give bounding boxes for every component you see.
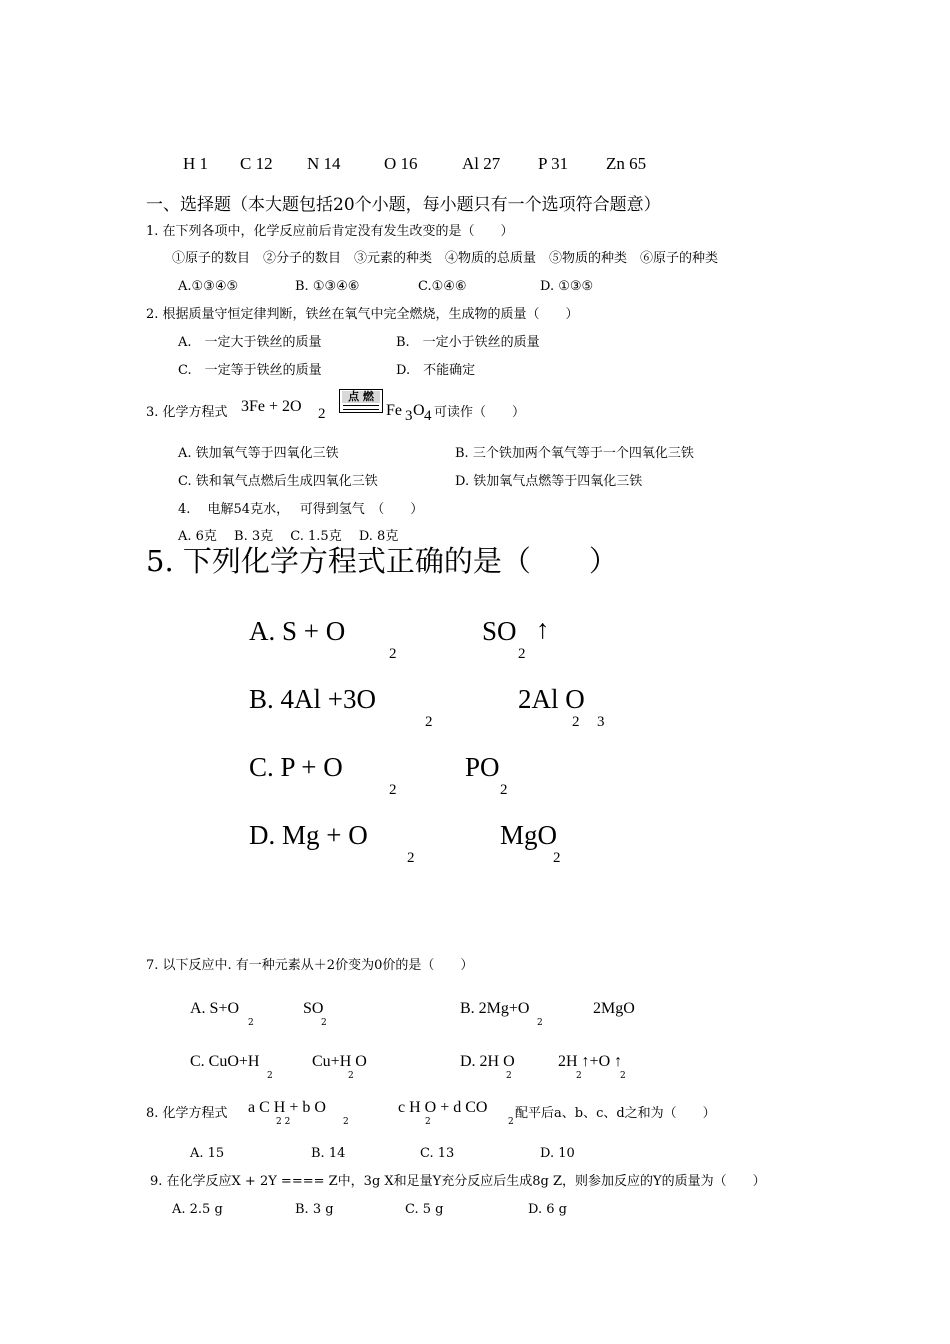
q5-a-right-sub: 2 — [518, 646, 526, 662]
q8-option-b: B. 14 — [311, 1146, 346, 1161]
q2-option-d: D. 不能确定 — [396, 363, 476, 378]
q4-stem: 4. 电解54克水， 可得到氢气 （ ） — [178, 502, 424, 517]
q8-eq-right: c H O + d CO — [398, 1099, 488, 1116]
q9-option-c: C. 5 g — [405, 1202, 444, 1217]
q5-c-left-sub: 2 — [389, 782, 397, 798]
atomic-mass-al: Al 27 — [462, 154, 501, 173]
atomic-mass-n: N 14 — [307, 154, 341, 173]
q5-c-right-sub: 2 — [500, 782, 508, 798]
q7-d-right: 2H ↑+O ↑ — [558, 1053, 623, 1070]
q2-stem: 2. 根据质量守恒定律判断，铁丝在氧气中完全燃烧，生成物的质量（ ） — [146, 307, 579, 322]
q1-option-a: A.①③④⑤ — [178, 279, 239, 294]
q9-option-d: D. 6 g — [528, 1202, 567, 1217]
q5-b-right-sub2: 3 — [597, 714, 605, 730]
q9-option-a: A. 2.5 g — [172, 1202, 223, 1217]
q3-suffix: 可读作（ ） — [434, 405, 526, 420]
q7-c-right-sub: 2 — [348, 1071, 354, 1081]
q7-d-right-sub2: 2 — [620, 1071, 626, 1081]
q8-eq-left: a C H + b O — [248, 1099, 326, 1116]
atomic-mass-c: C 12 — [240, 154, 273, 173]
q8-eq-left-subs: 2 2 — [276, 1117, 291, 1127]
q5-d-right-sub: 2 — [553, 850, 561, 866]
atomic-mass-h: H 1 — [183, 154, 209, 173]
q1-option-c: C.①④⑥ — [418, 279, 467, 294]
q1-stem: 1. 在下列各项中，化学反应前后肯定没有发生改变的是（ ） — [146, 224, 514, 239]
q1-items: ①原子的数目 ②分子的数目 ③元素的种类 ④物质的总质量 ⑤物质的种类 ⑥原子的种类 — [172, 251, 719, 266]
q3-condition-box — [339, 389, 383, 413]
q3-product-mid: O — [413, 402, 425, 419]
q8-option-a: A. 15 — [190, 1146, 225, 1161]
q2-option-a: A. 一定大于铁丝的质量 — [178, 335, 322, 350]
q9-option-b: B. 3 g — [295, 1202, 334, 1217]
q5-c-right: PO — [465, 752, 500, 782]
q7-c-left-sub: 2 — [267, 1071, 273, 1081]
q8-option-c: C. 13 — [420, 1146, 455, 1161]
q7-c-left: C. CuO+H — [190, 1053, 260, 1070]
q5-b-left: B. 4Al +3O — [249, 684, 376, 714]
q3-reactants-sub: 2 — [318, 406, 326, 422]
q7-a-right: SO — [303, 1000, 324, 1017]
q7-b-right: 2MgO — [593, 1000, 635, 1017]
atomic-mass-o: O 16 — [384, 154, 418, 173]
q3-option-c: C. 铁和氧气点燃后生成四氧化三铁 — [178, 474, 378, 489]
q8-eq-right-sub-h: 2 — [425, 1117, 431, 1127]
q5-b-right: 2Al O — [518, 684, 585, 714]
q1-option-b: B. ①③④⑥ — [295, 279, 360, 294]
q8-prefix: 8. 化学方程式 — [146, 1106, 228, 1121]
section-title: 一、选择题（本大题包括20个小题，每小题只有一个选项符合题意） — [146, 195, 661, 215]
q5-a-left-sub: 2 — [389, 646, 397, 662]
q7-c-right: Cu+H O — [312, 1053, 367, 1070]
q5-stem: 5. 下列化学方程式正确的是（ ） — [146, 544, 618, 578]
q7-b-left: B. 2Mg+O — [460, 1000, 530, 1017]
q3-product-sub2: 4 — [424, 408, 432, 424]
q5-c-left: C. P + O — [249, 752, 343, 782]
q8-option-d: D. 10 — [540, 1146, 575, 1161]
q2-option-c: C. 一定等于铁丝的质量 — [178, 363, 322, 378]
q8-eq-right-sub-co: 2 — [508, 1117, 514, 1127]
q5-b-left-sub: 2 — [425, 714, 433, 730]
q4-options: A. 6克 B. 3克 C. 1.5克 D. 8克 — [178, 529, 399, 544]
q3-prefix: 3. 化学方程式 — [146, 405, 228, 420]
q3-product: Fe — [386, 402, 402, 419]
q3-equals-line-2 — [343, 409, 379, 410]
q5-b-right-sub1: 2 — [572, 714, 580, 730]
q7-a-left: A. S+O — [190, 1000, 240, 1017]
q7-d-left-sub: 2 — [506, 1071, 512, 1081]
atomic-mass-zn: Zn 65 — [606, 154, 647, 173]
q8-suffix: 配平后a、b、c、d之和为（ ） — [515, 1106, 716, 1121]
q5-a-left: A. S + O — [249, 616, 346, 646]
q5-a-arrow: ↑ — [536, 614, 550, 644]
q5-d-left-sub: 2 — [407, 850, 415, 866]
q3-option-a: A. 铁加氧气等于四氧化三铁 — [178, 446, 339, 461]
q5-a-right: SO — [482, 616, 517, 646]
q3-option-d: D. 铁加氧气点燃等于四氧化三铁 — [455, 474, 643, 489]
q5-d-right: MgO — [500, 820, 558, 850]
q1-option-d: D. ①③⑤ — [540, 279, 594, 294]
q5-d-left: D. Mg + O — [249, 820, 368, 850]
q7-a-right-sub: 2 — [321, 1018, 327, 1028]
atomic-mass-p: P 31 — [538, 154, 569, 173]
q7-stem: 7. 以下反应中. 有一种元素从＋2价变为0价的是（ ） — [146, 958, 474, 973]
q8-eq-left-sub-o: 2 — [343, 1117, 349, 1127]
q3-option-b: B. 三个铁加两个氧气等于一个四氧化三铁 — [455, 446, 694, 461]
q7-d-right-sub1: 2 — [576, 1071, 582, 1081]
q3-equals-line-1 — [343, 405, 379, 406]
q3-product-sub1: 3 — [405, 408, 413, 424]
q3-reactants: 3Fe + 2O — [241, 398, 302, 415]
q7-a-left-sub: 2 — [248, 1018, 254, 1028]
q7-b-left-sub: 2 — [537, 1018, 543, 1028]
q3-condition: 点 燃 — [342, 391, 380, 403]
q2-option-b: B. 一定小于铁丝的质量 — [396, 335, 540, 350]
q9-stem: 9. 在化学反应X + 2Y ==== Z中，3g X和足量Y充分反应后生成8g Z，则参加反应的Y的质量为（ ） — [150, 1174, 766, 1189]
q7-d-left: D. 2H O — [460, 1053, 515, 1070]
